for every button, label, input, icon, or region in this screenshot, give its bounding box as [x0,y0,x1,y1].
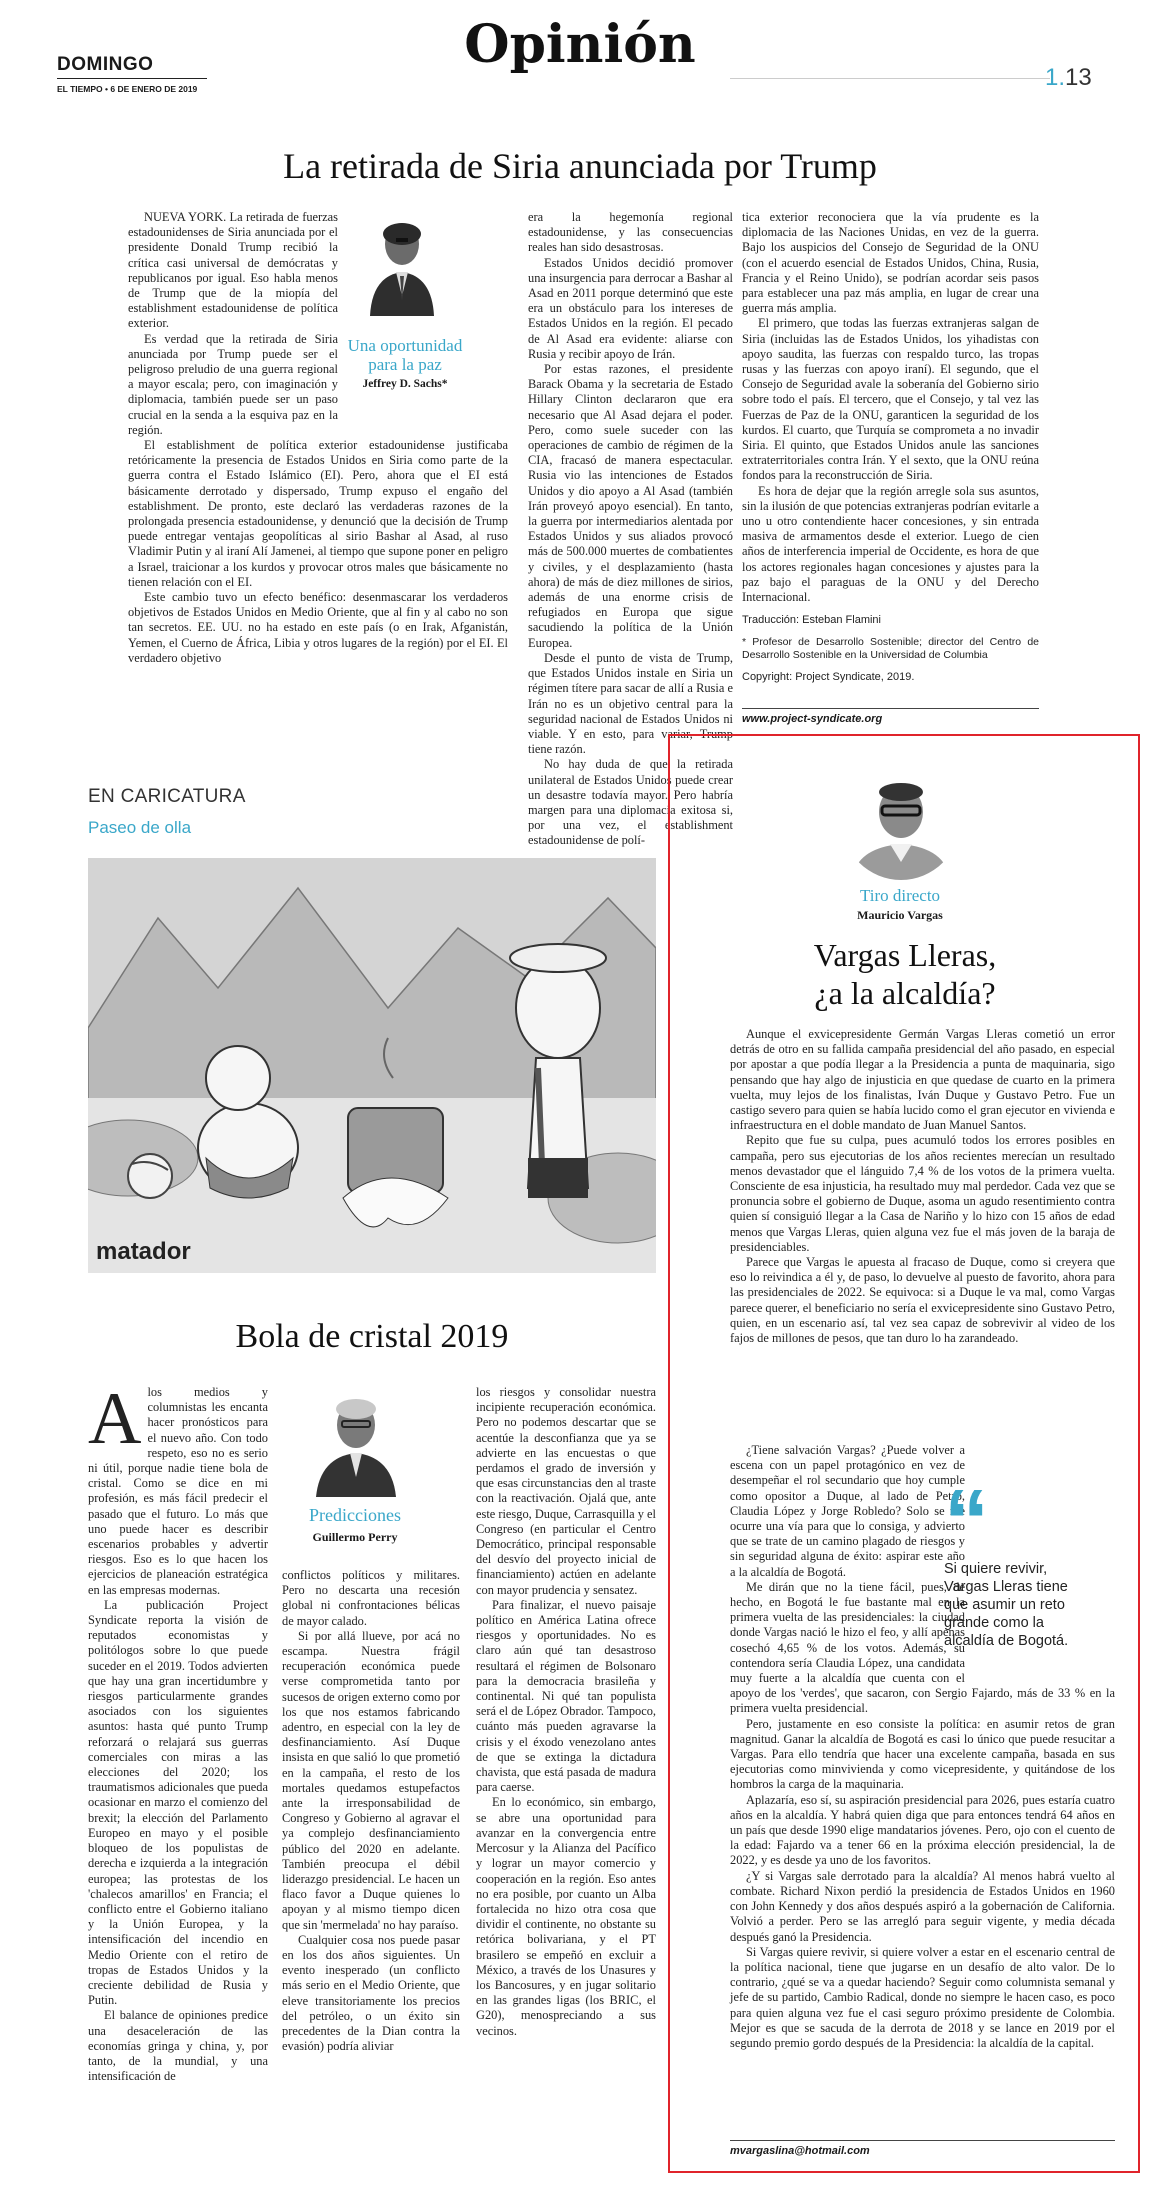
article2-title: Bola de cristal 2019 [235,1318,509,1355]
paragraph: Por estas razones, el presidente Barack Obama y la secretaria de Estado Hillary Clinton declararon que era necesario que Al Asad dejara el poder. Pero, como suele suceder con las operaciones de cambio de régimen de la CIA, fracasó de manera espectacular. Rusia vio las intenciones de Estados Unidos y dio apoyo a Al Asad (también Irán proveyó apoyo esencial). En tanto, la guerra por intermediarios alentada por Estados Unidos y sus aliados provocó más de 500.000 muertes de combatientes y civiles, y el desplazamiento (hasta ahora) de más de diez millones de sirios, además de una enorme crisis de refugiados en Europa que sigue sacudiendo la política de la Unión Europea. [528,362,733,650]
paragraph: Cualquier cosa nos puede pasar en los dos años siguientes. Un evento inesperado (un conflicto más serio en el Medio Oriente, que eleve transitoriamente los precios del petróleo, o un éxito sin precedentes de la Dian contra la evasión) podría aliviar [282,1932,460,2054]
copyright: Copyright: Project Syndicate, 2019. [742,671,915,684]
section-title: Opinión [464,14,696,75]
author-name-1: Jeffrey D. Sachs* [362,378,448,390]
paragraph: ¿Tiene salvación Vargas? ¿Puede volver a escena con un papel protagónico en vez de desempeñar el rol secundario que hoy cumple como opositor a Duque, al lado de Petro, Claudia López y Jorge Robledo? Solo se me ocurre una vía para que lo consiga, y advierto que se trate de un camino plagado de riesgos y sin seguridad alguna de éxito: aspirar este año a la alcaldía de Bogotá. [730,1443,965,1579]
cartoon-drawing [88,858,656,1273]
paragraph: Para finalizar, el nuevo paisaje político en América Latina ofrece riesgos y oportunidades. No es claro aún qué tan desastroso resultará el régimen de Bolsonaro para la democracia brasileña y continental. Ni qué tan populista será el de López Obrador. Tampoco, cuánto más pueden agravarse la crisis y el éxodo venezolano antes de que se extinga la dictadura chavista, que está pasada de madura para caerse. [476,1597,656,1795]
article2-col2 [282,1568,460,2055]
paragraph: Me dirán que no la tiene fácil, pues, de hecho, en Bogotá le fue bastante mal en la primera vuelta de las presidenciales: la ciudad donde Vargas nació le hizo el feo, y allí apenas cosechó 4,65 % de los votos. Además, su contendora sería Claudia López, una candidata muy fuerte a la alcaldía que cuenta con el apoyo de los 'verdes', que sacaron, con Sergio Fajardo, más de 33 % en la primera vuelta presidencial. [730,1579,1115,1716]
page-section: 1. [1045,64,1066,91]
cartoon-section: EN CARICATURA [88,786,246,807]
column-name-2: Predicciones [309,1505,401,1525]
paragraph: Es verdad que la retirada de Siria anunciada por Trump puede ser el peligroso preludio de una guerra regional a mayor escala; pero, con imaginación y diplomacia, también puede ser un paso crucial en la senda a la esquiva paz en la región. [128,331,338,437]
source-link[interactable]: www.project-syndicate.org [742,713,883,725]
portrait-icon [310,1385,402,1497]
pull-quote: Si quiere revivir, Vargas Lleras tiene que asumir un reto grande como la alcaldía de Bogotá. [944,1561,1069,1649]
article2-col3 [476,1385,656,2039]
masthead-right-rule [730,78,1050,79]
paragraph: Parece que Vargas le apuesta al fracaso de Duque, como si creyera que eso lo reivindica a él y, de paso, lo devuelve al puesto de favorito, ahora para las presidenciales de 2022. Se equivoca: si a Duque le va mal, como Vargas parece querer, el beneficiario no sería el exvicepresidente sino Gustavo Petro, quien, en un escenario así, tal vez sea capaz de sobrevivir al video de los fajos de millones de pesos, que tan duro lo ha zarandeado. [730,1255,1115,1346]
article2-col1 [88,1378,268,2084]
paragraph: los riesgos y consolidar nuestra incipiente recuperación económica. Pero no podemos descartar que se acentúe la desconfianza que ya se advierte en las encuestas o que perdamos el grado de inversión y que esas circunstancias den al traste con la reactivación. Ojalá que, ante este riesgo, Duque, Carrasquilla y el Congreso (en particular el Centro Democrático, principal responsable del desvío del proyecto inicial de financiamiento) actúen en adelante con mayor prudencia y sensatez. [476,1385,656,1597]
page-number [1045,64,1092,92]
column-name-3: Tiro directo [859,886,941,905]
title-line-2: ¿a la alcaldía? [814,975,996,1011]
article3-title [690,936,1120,1012]
email-rule [730,2140,1115,2141]
masthead-rule [57,78,207,79]
paragraph: ¿Y si Vargas sale derrotado para la alcaldía? Al menos habrá vuelto al combate. Richard Nixon perdió la presidencia de Estados Unidos en 1960 con John Kennedy y dos años después aspiró a la gobernación de California. Volvió a perder. Pero se las arregló para seguir vigente, y media década después ganó la Presidencia. [730,1868,1115,1944]
author-name-2: Guillermo Perry [312,1530,398,1544]
paragraph: Aplazaría, eso sí, su aspiración presidencial para 2026, pues estaría cuatro años en la alcaldía. Y habrá quien diga que para entonces tendrá 64 años en un país que desde 1990 elige mandatarios jóvenes. Pero, ojo con el cuento de la edad: Fajardo va a tener 66 en la próxima elección presidencial, la de 2022, y es desde ya uno de los favoritos. [730,1792,1115,1868]
cartoon-title: Paseo de olla [88,818,192,837]
portrait-icon [362,206,442,316]
translation-credit: Traducción: Esteban Flamini [742,614,881,627]
paragraph: No hay duda de que la retirada unilateral de Estados Unidos puede crear un desastre todavía mayor. Pero habría margen para una diplomacia exitosa si, por una vez, el establishment estadounidense de polí- [528,757,733,848]
paragraph: Si por allá llueve, por acá no escampa. Nuestra frágil recuperación económica puede verse comprometida tanto por sucesos de origen externo como por los que nos estamos fabricando adentro, en especial con la ley de desfinanciamiento. Así Duque insista en que salió lo que prometió en la campaña, el resto de los mortales quedamos estupefactos ante la irresponsabilidad de Congreso y Gobierno al agravar el ya complejo desfinanciamiento público del 2020 en adelante. También preocupa el débil liderazgo presidencial. Le hacen un flaco favor a Duque quienes lo apoyan y al mismo tiempo dicen que sin 'mermelada' no hay paraíso. [282,1628,460,1932]
paragraph: Si Vargas quiere revivir, si quiere volver a estar en el escenario central de la política nacional, tiene que jugarse en un desafío de alto valor. De lo contrario, ¿qué se va a quedar haciendo? Seguir como columnista semanal y jefe de su partido, Cambio Radical, donde no siempre le hacen caso, es poco para quien alguna vez fue el casi seguro próximo presidente de Colombia. Mejor es que se sacuda de la derrota de 2018 y se lance en 2019 por el segundo premio gordo después de la Presidencia: la alcaldía de la capital. [730,1944,1115,2050]
paragraph: Este cambio tuvo un efecto benéfico: desenmascarar los verdaderos objetivos de Estados Unidos en Medio Oriente, que al fin y al cabo no son tan secretos. EE. UU. no ha estado en este país (o en Irak, Afganistán, Yemen, el Cuerno de África, Libia y otros lugares de la región) por el EI. El verdadero objetivo [128,590,508,665]
article1-col1 [128,210,508,666]
paragraph: los medios y columnistas les encanta hacer pronósticos para el nuevo año. Con todo respeto, eso no es serio ni útil, porque nadie tiene bola de cristal. Como se dice en mi profesión, es más fácil predecir el pasado que el futuro. Lo más que uno puede hacer es describir escenarios probables y advertir riesgos. Eso es lo que hacen los ejercicios de planeación estratégica en las empresas modernas. [88,1385,268,1597]
day-label: DOMINGO [57,54,154,75]
paragraph: tica exterior reconociera que la vía prudente es la diplomacia de las Naciones Unidas, en vez de la guerra. Bajo los auspicios del Consejo de Seguridad de la ONU (con el acuerdo esencial de Estados Unidos, China, Rusia, Francia y el Reino Unido), se podrían acordar seis pasos para establecer una paz más amplia, en lugar de crear una guerra más amplia. [742,210,1039,316]
quote-icon: “ [944,1472,989,1572]
paragraph: conflictos políticos y militares. Pero no descarta una recesión global ni confrontaciones bélicas de mayor calado. [282,1568,460,1628]
author-photo-perry [310,1385,402,1497]
paragraph: El balance de opiniones predice una desaceleración de las economías gringa y china, y, por tanto, de la mundial, y una intensificación de [88,2008,268,2084]
paper-date: EL TIEMPO • 6 DE ENERO DE 2019 [57,84,198,94]
article1-title: La retirada de Siria anunciada por Trump [283,146,877,186]
article1-col3 [742,210,1039,686]
paragraph: Estados Unidos decidió promover una insurgencia para derrocar a Bashar al Asad en 2011 porque determinó que este era un obstáculo para los intereses de Estados Unidos en la región. El pecado de Al Asad era evidente: aliarse con Rusia y recibir apoyo de Irán. [528,255,733,361]
author-email[interactable]: mvargaslina@hotmail.com [730,2145,870,2157]
article3-body-narrow [730,1443,1115,2051]
author-footnote: * Profesor de Desarrollo Sostenible; director del Centro de Desarrollo Sostenible en la Universidad de Columbia [742,636,1039,662]
url-rule [742,708,1039,709]
paragraph: Desde el punto de vista de Trump, que Estados Unidos instale en Siria un régimen títere para sacar de allí a Rusia e Irán no es un objetivo central para la seguridad nacional de Estados Unidos ni viable. Y en esto, para variar, Trump tiene razón. [528,650,733,757]
paragraph: era la hegemonía regional estadounidense, y las consecuencias reales han sido desastrosas. [528,210,733,255]
cartoon-image [88,858,656,1273]
paragraph: Pero, justamente en eso consiste la política: en asumir retos de gran magnitud. Ganar la alcaldía de Bogotá es casi lo único que puede resucitar a Vargas. Para ello tendría que hacer una excelente campaña, basada en sus ejecutorias como minvivienda y como vicepresidente, y quitándose de los hombros la carga de la maquinaria. [730,1716,1115,1792]
paragraph: En lo económico, sin embargo, se abre una oportunidad para avanzar en la convergencia entre Mercosur y la Alianza del Pacífico y lograr un mayor comercio y cooperación en la región. Eso antes no era posible, por cuanto un Alba fortalecida no hizo otra cosa que dividir el continente, no obstante su retórica bolivariana, y el PT brasilero se empeñó en excluir a México, a través de los Unasures y los Bancosures, y en jugar solitario en las grandes ligas (los BRIC, el G20), menospreciando a sus vecinos. [476,1795,656,2038]
title-line-1: Vargas Lleras, [813,937,997,973]
paragraph: Repito que fue su culpa, pues acumuló todos los errores posibles en campaña, pero sus ejecutorias de los años recientes merecían un resultado menos devastador que el lánguido 7,4 % de los votos de la primera vuelta. Consciente de esa injusticia, ha resultado muy mal perdedor. Cada vez que se pronuncia sobre el gobierno de Duque, asoma un agudo resentimiento contra quien sí consiguió llegar a la Casa de Nariño y lo hizo con 15 años de edad menos que Vargas Lleras, quien alguna vez fue el más joven de la baraja de presidenciables. [730,1133,1115,1254]
paragraph: La publicación Project Syndicate reporta la visión de reputados economistas y politólogos sobre lo que puede suceder en el 2019. Todos advierten que hay una gran incertidumbre y riesgos particularmente grandes asociados con los siguientes asuntos: hasta qué punto Trump reforzará o relajará sus guerras comerciales con miras a las elecciones del 2020; los traumatismos adicionales que pueda ocasionar en marzo el comienzo del brexit; la elección del Parlamento Europeo en mayo y el posible bloqueo de los populistas de derecha e izquierda a la integración europea; las protestas de los 'chalecos amarillos' en Francia; el conflicto entre el Gobierno italiano y la Unión Europea, y la intensificación del incendio en Medio Oriente con el retiro de tropas de Estados Unidos y la creciente debilidad de Rusia y Putin. [88,1597,268,2008]
article3-body-top [730,1027,1115,1346]
author-photo-vargas [842,762,960,880]
paragraph: Aunque el exvicepresidente Germán Vargas Lleras cometió un error detrás de otro en su fallida campaña presidencial del año pasado, en especial por apostar a que podía llegar a la Presidencia a punta de maquinaria, sigo pensando que hay algo de injusticia en que quedase de cuarto en la primera vuelta, muy lejos de los finalistas, Iván Duque y Gustavo Petro. Fue un castigo severo para quien se había lucido como el gran ejecutor en vivienda e infraestructura en el doble mandato de Juan Manuel Santos. [730,1027,1115,1133]
paragraph: El primero, que todas las fuerzas extranjeras salgan de Siria (incluidas las de Estados Unidos, los yihadistas con apoyo saudita, las fuerzas con respaldo turco, las tropas rusas y las fuerzas con apoyo iraní). El segundo, que el Consejo de Seguridad avale la soberanía del Gobierno sirio sobre todo el país. El tercero, que el Consejo, y tal vez las Fuerzas de Paz de la ONU, garanticen la seguridad de los kurdos. El cuarto, que Turquía se comprometa a no invadir Siria. El quinto, que Estados Unidos anule las sanciones extraterritoriales contra Irán. Y el sexto, que la ONU reúna fondos para la reconstrucción de Siria. [742,316,1039,483]
author-photo-sachs [362,206,442,316]
portrait-icon [842,762,960,880]
paragraph: NUEVA YORK. La retirada de fuerzas estadounidenses de Siria anunciada por el presidente Donald Trump recibió la crítica casi universal de demócratas y republicanos por igual. Eso habla menos de Trump que de la miopía del establishment estadounidense de política exterior. [128,210,338,331]
author-name-3: Mauricio Vargas [857,908,943,922]
paragraph: El establishment de política exterior estadounidense justificaba retóricamente la presencia de Estados Unidos en Siria como parte de la guerra contra el Estado Islámico (EI). Pero, ahora que el EI está básicamente derrotado y dispersado, Trump expuso el engaño del establishment. De pronto, este declaró las verdaderas razones de la prolongada presencia estadounidense, y denunció que la decisión de Trump puede entregar ventajas geopolíticas al sirio Bashar al Asad, al ruso Vladimir Putin y al iraní Alí Jamenei, al tiempo que supone poner en peligro a Israel, traicionar a los kurdos y provocar otros males que básicamente no tienen relación con el EI. [128,438,508,589]
drop-cap: A [88,1378,142,1460]
page-num: 13 [1065,64,1092,91]
column-name-1: Una oportunidad para la paz [347,336,463,374]
paragraph: Es hora de dejar que la región arregle sola sus asuntos, sin la ilusión de que potencias extranjeras podrían evitarle a uno u otro contendiente hacer concesiones, y sin entrada masiva de armamentos desde el exterior. Luego de cien años de interferencia imperial de Occidente, es hora de que los actores regionales hagan concesiones y ajustes para la paz bajo el paraguas de la ONU y del Derecho Internacional. [742,483,1039,605]
cartoonist-signature: matador [96,1238,191,1265]
